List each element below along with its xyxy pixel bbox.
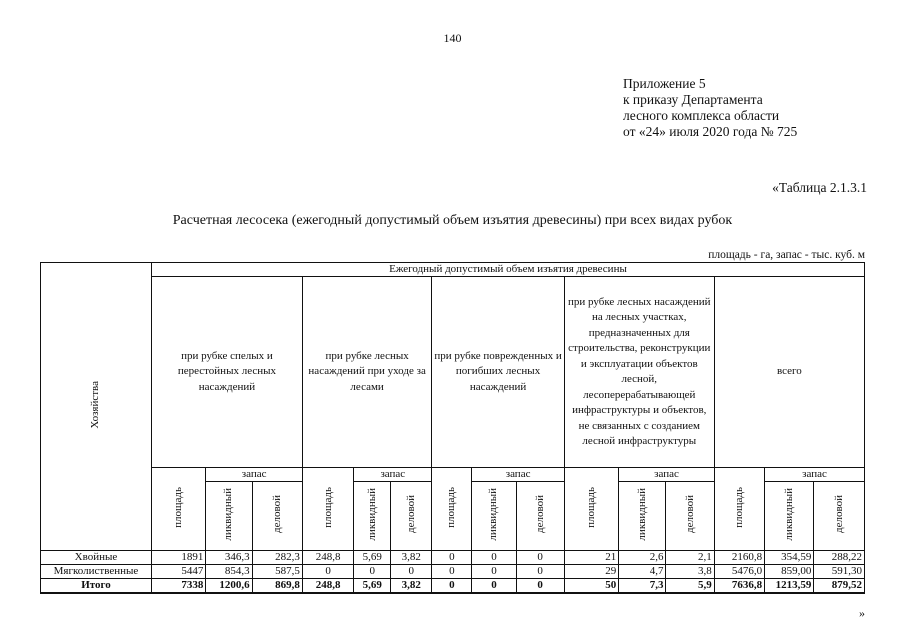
table-cell: 859,00	[765, 565, 814, 579]
table-cell: 282,3	[252, 551, 302, 565]
table-cell: 0	[432, 551, 472, 565]
liquid-header-cell	[619, 482, 666, 551]
table-cell: 3,8	[666, 565, 714, 579]
units-note: площадь - га, запас - тыс. куб. м	[708, 249, 865, 261]
area-header-cell	[432, 468, 472, 551]
appendix-line: от «24» июля 2020 года № 725	[623, 124, 798, 139]
page-number: 140	[443, 31, 462, 45]
area-header: площадь	[585, 486, 598, 528]
liquid-header: ликвидный	[365, 487, 378, 541]
table-cell: 2,6	[619, 551, 666, 565]
appendix-line: к приказу Департамента	[623, 92, 763, 107]
table-cell: 1891	[151, 551, 205, 565]
business-header: деловой	[404, 495, 417, 533]
area-header: площадь	[445, 486, 458, 528]
farms-header-cell	[41, 263, 152, 551]
table-cell: 587,5	[252, 565, 302, 579]
annual-volume-header: Ежегодный допустимый объем изъятия древесины	[151, 263, 864, 277]
farms-header: Хозяйства	[89, 380, 102, 429]
table-cell: 5476,0	[714, 565, 764, 579]
category-mature-header: при рубке спелых и перестойных лесных насаждений	[151, 277, 302, 468]
area-header-cell	[714, 468, 764, 551]
table-cell: 5447	[151, 565, 205, 579]
table-cell: 0	[516, 565, 564, 579]
appendix-block	[623, 76, 797, 140]
row-name: Мягколиственные	[41, 565, 152, 579]
table-cell: 5,69	[354, 551, 391, 565]
table-cell: 0	[516, 579, 564, 594]
table-cell: 7636,8	[714, 579, 764, 594]
table-cell: 2160,8	[714, 551, 764, 565]
category-total-header: всего	[714, 277, 864, 468]
table-cell: 1213,59	[765, 579, 814, 594]
table-cell: 5,69	[354, 579, 391, 594]
table-row-total	[41, 579, 865, 594]
table-cell: 0	[302, 565, 353, 579]
stock-header: запас	[765, 468, 865, 482]
table-cell: 5,9	[666, 579, 714, 594]
table-row	[41, 565, 865, 579]
table-cell: 50	[564, 579, 618, 594]
business-header-cell	[666, 482, 714, 551]
table-cell: 7,3	[619, 579, 666, 594]
category-thinning-header: при рубке лесных насаждений при уходе за лесами	[302, 277, 431, 468]
liquid-header-cell	[765, 482, 814, 551]
business-header-cell	[391, 482, 432, 551]
table-cell: 346,3	[206, 551, 252, 565]
business-header-cell	[252, 482, 302, 551]
stock-header: запас	[206, 468, 303, 482]
table-cell: 4,7	[619, 565, 666, 579]
table-cell: 0	[391, 565, 432, 579]
liquid-header-cell	[206, 482, 252, 551]
row-name: Хвойные	[41, 551, 152, 565]
table-cell: 7338	[151, 579, 205, 594]
category-infrastructure-header: при рубке лесных насаждений на лесных участках, предназначенных для строительства, реконструкции и эксплуатации объектов лесной, лесоперерабатывающей инфраструктуры и объектов, не связанных с созданием лесной инфраструктуры	[564, 277, 714, 468]
row-name: Итого	[41, 579, 152, 594]
area-header-cell	[564, 468, 618, 551]
table-cell: 29	[564, 565, 618, 579]
business-header: деловой	[832, 495, 845, 533]
table-title: Расчетная лесосека (ежегодный допустимый объем изъятия древесины) при всех видах рубок	[172, 213, 733, 228]
stock-header: запас	[619, 468, 715, 482]
table-cell: 3,82	[391, 551, 432, 565]
table-cell: 869,8	[252, 579, 302, 594]
table-cell: 2,1	[666, 551, 714, 565]
business-header: деловой	[533, 495, 546, 533]
business-header-cell	[516, 482, 564, 551]
liquid-header-cell	[472, 482, 516, 551]
table-cell: 879,52	[814, 579, 865, 594]
category-damaged-header: при рубке поврежденных и погибших лесных насаждений	[432, 277, 564, 468]
table-cell: 0	[472, 551, 516, 565]
business-header: деловой	[270, 495, 283, 533]
table-cell: 591,30	[814, 565, 865, 579]
table-cell: 0	[354, 565, 391, 579]
table-cell: 354,59	[765, 551, 814, 565]
liquid-header: ликвидный	[487, 487, 500, 541]
table-cell: 854,3	[206, 565, 252, 579]
table-cell: 0	[432, 565, 472, 579]
table-cell: 21	[564, 551, 618, 565]
business-header-cell	[814, 482, 865, 551]
table-cell: 248,8	[302, 551, 353, 565]
table-row	[41, 551, 865, 565]
table-cell: 1200,6	[206, 579, 252, 594]
area-header: площадь	[172, 486, 185, 528]
area-header: площадь	[321, 486, 334, 528]
area-header-cell	[151, 468, 205, 551]
table-cell: 248,8	[302, 579, 353, 594]
area-header-cell	[302, 468, 353, 551]
table-cell: 0	[472, 565, 516, 579]
liquid-header: ликвидный	[635, 487, 648, 541]
area-header: площадь	[732, 486, 745, 528]
allowable-cut-table	[40, 262, 865, 594]
liquid-header-cell	[354, 482, 391, 551]
closing-quote: »	[859, 606, 865, 620]
table-number: «Таблица 2.1.3.1	[772, 180, 867, 195]
table-cell: 0	[432, 579, 472, 594]
appendix-line: Приложение 5	[623, 76, 706, 91]
stock-header: запас	[354, 468, 432, 482]
appendix-line: лесного комплекса области	[623, 108, 780, 123]
liquid-header: ликвидный	[782, 487, 795, 541]
table-cell: 3,82	[391, 579, 432, 594]
table-cell: 0	[472, 579, 516, 594]
table-cell: 288,22	[814, 551, 865, 565]
table-cell: 0	[516, 551, 564, 565]
stock-header: запас	[472, 468, 564, 482]
liquid-header: ликвидный	[222, 487, 235, 541]
business-header: деловой	[683, 495, 696, 533]
